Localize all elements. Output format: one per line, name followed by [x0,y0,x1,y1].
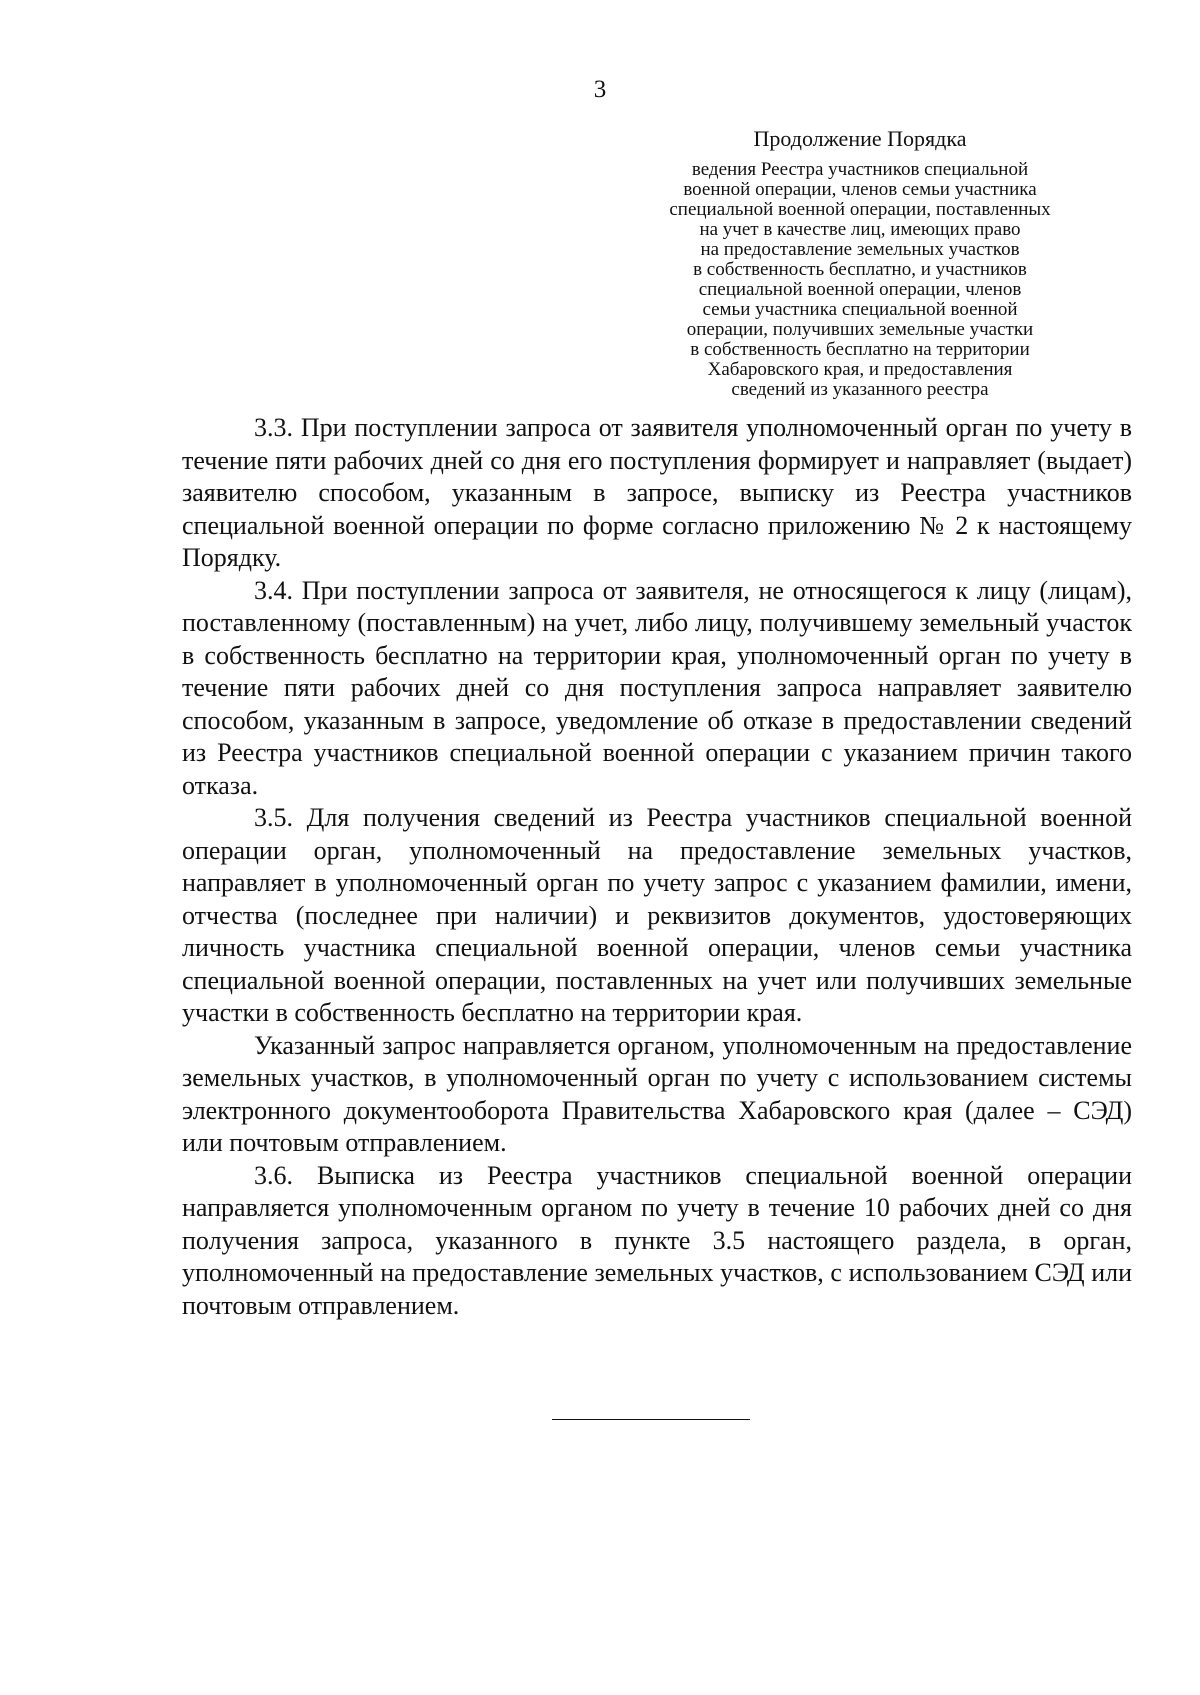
header-line: специальной военной операции, членов [698,279,1022,300]
header-line: военной операции, членов семьи участника [683,179,1037,200]
header-line: в собственность бесплатно на территории [690,339,1030,360]
end-separator-line [552,1419,750,1420]
header-line: в собственность бесплатно, и участников [693,259,1027,280]
header-line: на учет в качестве лиц, имеющих право [699,219,1021,240]
header-title: Продолжение Порядка [753,126,967,151]
document-body [182,412,1132,1322]
header-line: специальной военной операции, поставленных [669,199,1051,220]
document-header [600,126,1120,400]
header-line: ведения Реестра участников специальной [691,159,1029,180]
paragraph-3-3: 3.3. При поступлении запроса от заявителя уполномоченный орган по учету в течение пяти рабочих дней со дня его поступления формирует и направляет (выдает) заявителю способом, указанным в запросе, выписку из Реестра участников специальной военной операции по форме согласно приложению № 2 к настоящему Порядку. [182,413,1132,572]
header-subtitle [600,160,1120,400]
header-line: Хабаровского края, и предоставления [707,359,1013,380]
page-number: 3 [593,76,607,103]
paragraph-3-5-continuation: Указанный запрос направляется органом, уполномоченным на предоставление земельных участков, в уполномоченный орган по учету с использованием системы электронного документооборота Правительства Хабаровского края (далее – СЭД) или почтовым отправлением. [182,1030,1132,1157]
paragraph-3-5: 3.5. Для получения сведений из Реестра участников специальной военной операции орган, уполномоченный на предоставление земельных участков, направляет в уполномоченный орган по учету запрос с указанием фамилии, имени, отчества (последнее при наличии) и реквизитов документов, удостоверяющих личность участника специальной военной операции, членов семьи участника специальной военной операции, поставленных на учет или получивших земельные участки в собственность бесплатно на территории края. [182,803,1132,1027]
paragraph-3-4: 3.4. При поступлении запроса от заявителя, не относящегося к лицу (лицам), поставленному (поставленным) на учет, либо лицу, получившему земельный участок в собственность бесплатно на территории края, уполномоченный орган по учету в течение пяти рабочих дней со дня поступления запроса направляет заявителю способом, указанным в запросе, уведомление об отказе в предоставлении сведений из Реестра участников специальной военной операции с указанием причин такого отказа. [182,575,1132,800]
header-line: сведений из указанного реестра [731,379,989,400]
header-line: семьи участника специальной военной [702,299,1018,320]
paragraph-3-6: 3.6. Выписка из Реестра участников специальной военной операции направляется уполномоченным органом по учету в течение 10 рабочих дней со дня получения запроса, указанного в пункте 3.5 настоящего раздела, в орган, уполномоченный на предоставление земельных участков, с использованием СЭД или почтовым отправлением. [182,1160,1132,1320]
header-line: операции, получивших земельные участки [686,319,1034,340]
header-line: на предоставление земельных участков [700,239,1020,260]
